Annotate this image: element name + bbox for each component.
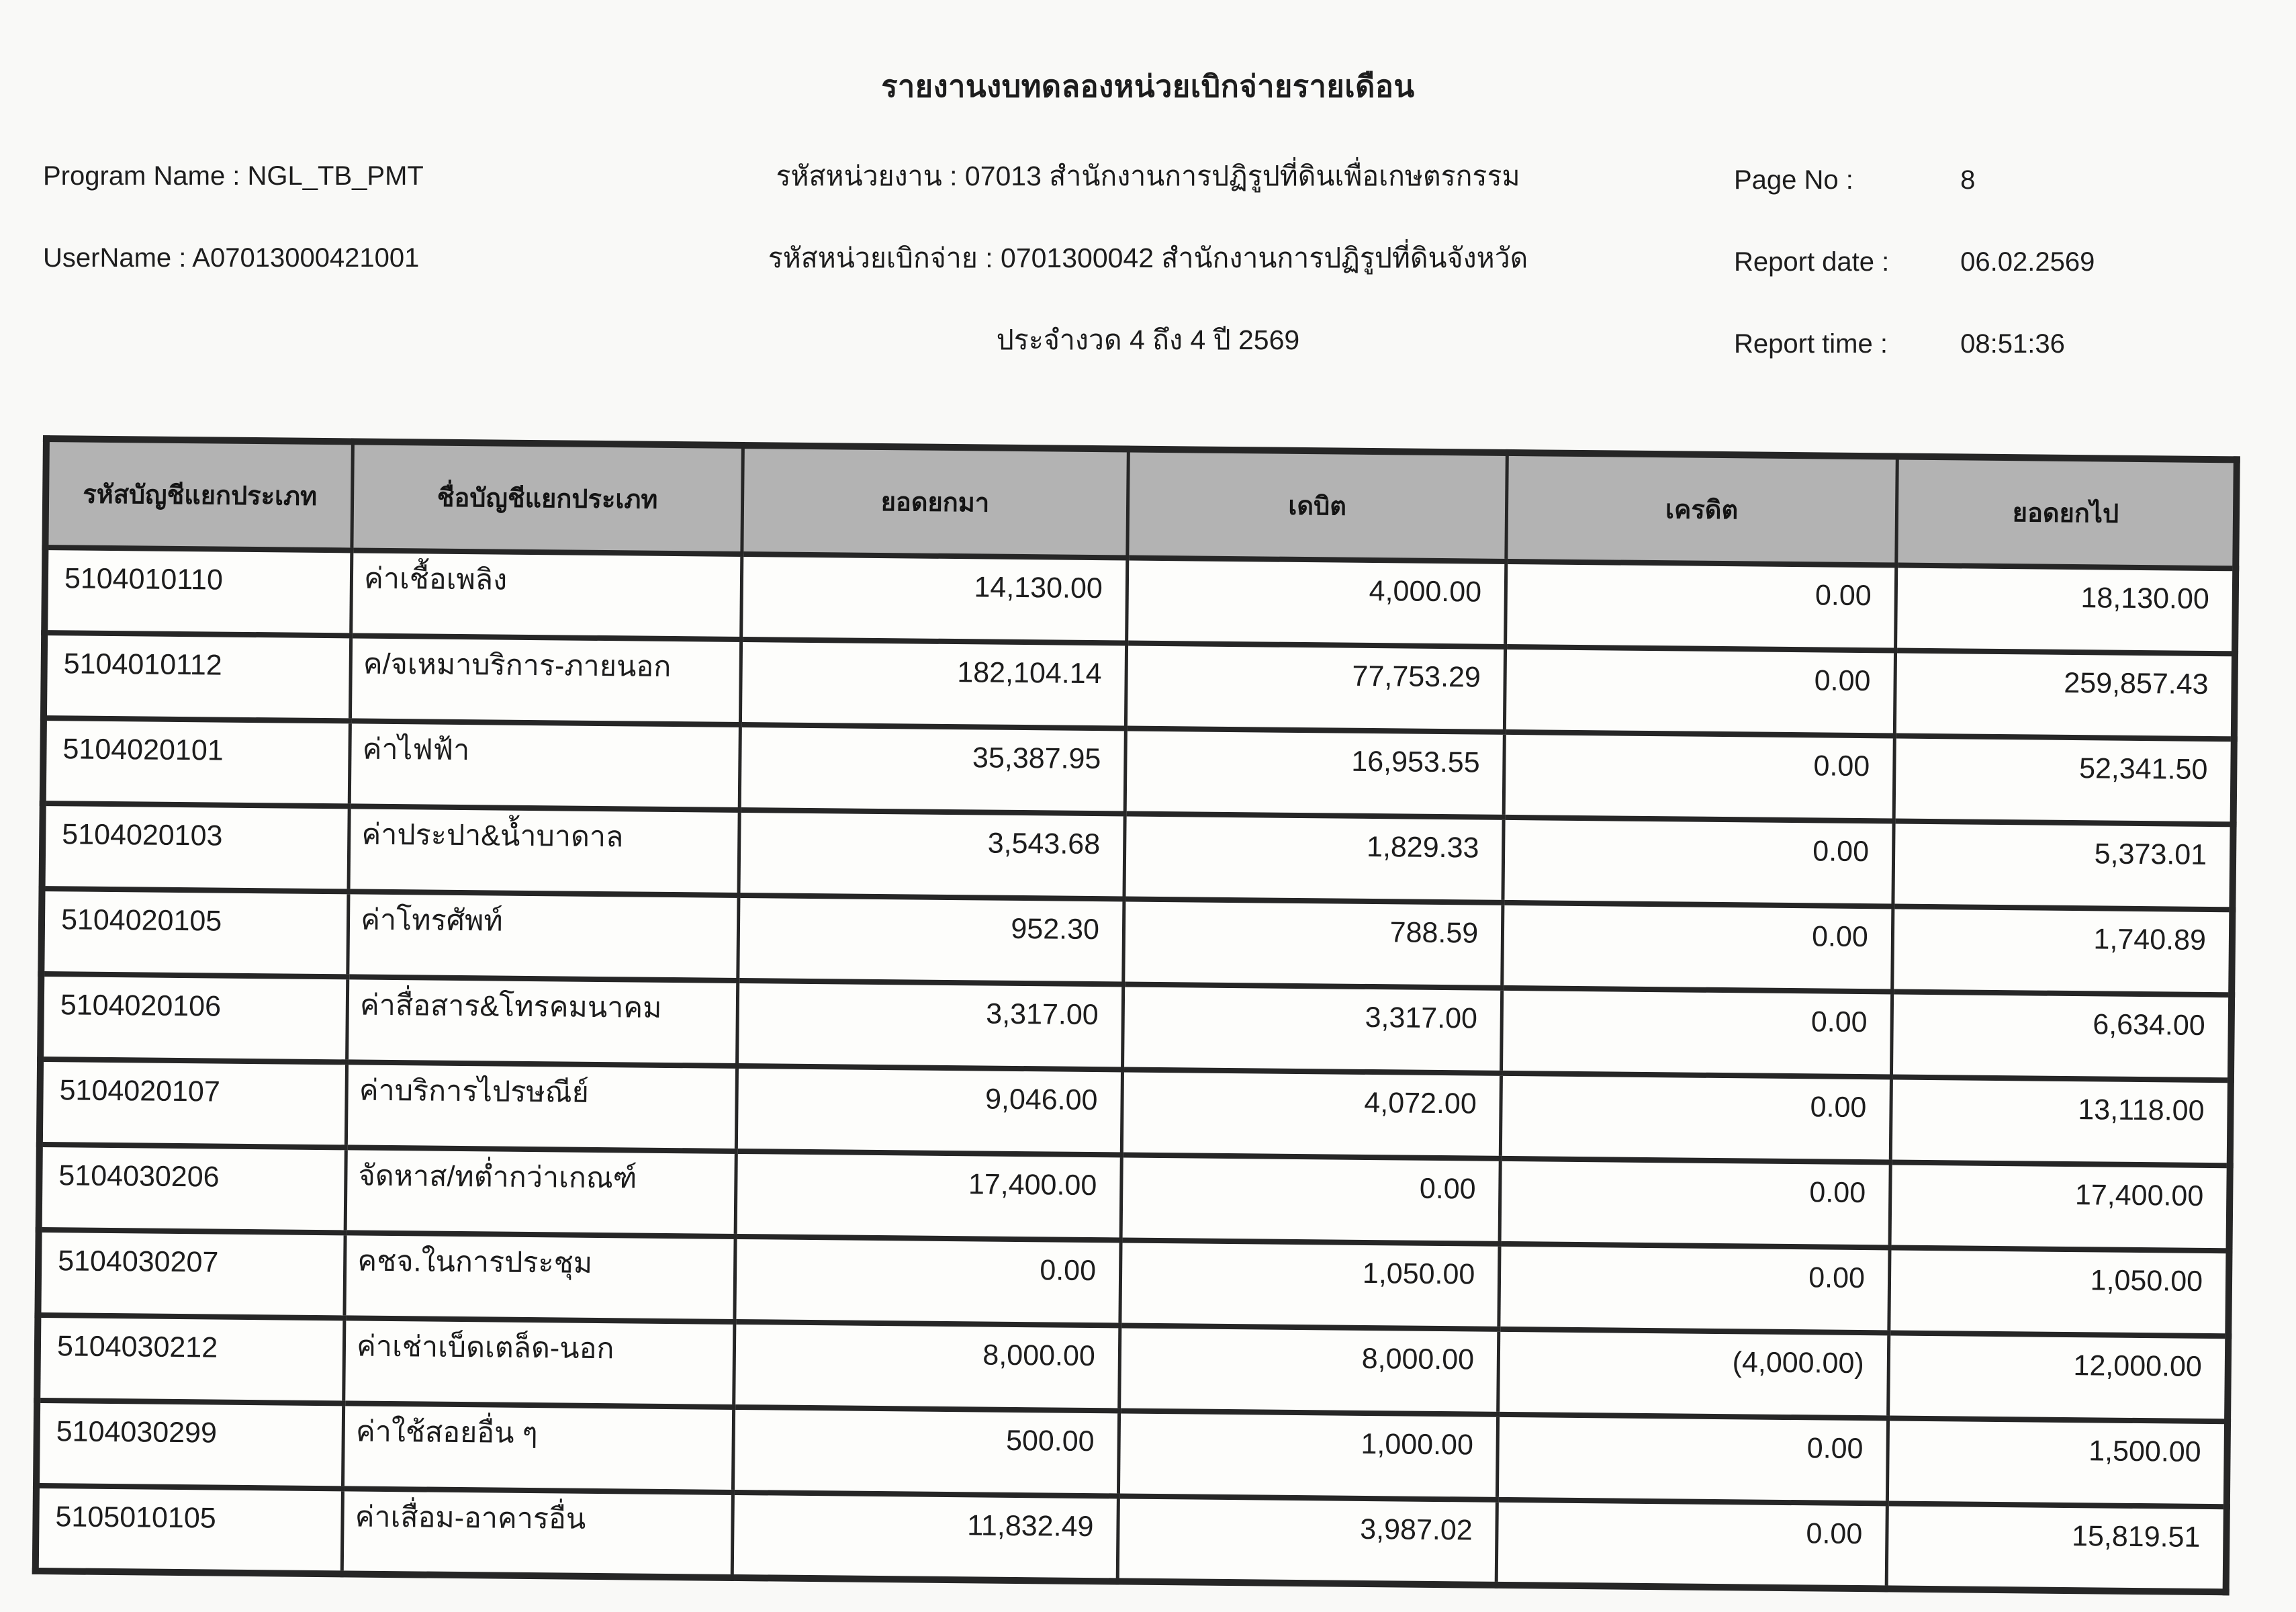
cell-credit: 0.00 — [1499, 1244, 1890, 1333]
cell-brought-forward: 35,387.95 — [739, 725, 1126, 814]
cell-brought-forward: 0.00 — [735, 1237, 1121, 1326]
disbursement-unit-line: รหัสหน่วยเบิกจ่าย : 0701300042 สำนักงานการปฏิรูปที่ดินจังหวัด — [768, 242, 1528, 273]
cell-code: 5104020101 — [43, 718, 351, 806]
cell-debit: 3,317.00 — [1122, 984, 1502, 1073]
cell-brought-forward: 500.00 — [733, 1407, 1119, 1496]
cell-carried-forward: 13,118.00 — [1890, 1077, 2231, 1165]
cell-carried-forward: 18,130.00 — [1895, 565, 2236, 654]
cell-carried-forward: 12,000.00 — [1888, 1333, 2228, 1421]
cell-code: 5104020105 — [41, 889, 349, 977]
cell-brought-forward: 11,832.49 — [732, 1492, 1118, 1582]
cell-name: ค/จเหมาบริการ-ภายนอก — [351, 635, 741, 725]
cell-credit: 0.00 — [1500, 1073, 1891, 1163]
cell-name: ค่าเช่าเบ็ดเตล็ด-นอก — [344, 1318, 735, 1407]
cell-credit: 0.00 — [1500, 1159, 1890, 1248]
report-date-value: 06.02.2569 — [1960, 247, 2095, 277]
table-body — [36, 547, 2236, 1592]
cell-brought-forward: 14,130.00 — [741, 554, 1127, 643]
report-time-label: Report time : — [1734, 329, 1888, 359]
column-header-credit: เครดิต — [1506, 453, 1897, 566]
trial-balance-table — [32, 435, 2240, 1595]
cell-brought-forward: 3,543.68 — [739, 810, 1125, 899]
cell-credit: 0.00 — [1503, 817, 1894, 907]
cell-credit: 0.00 — [1496, 1500, 1887, 1589]
cell-code: 5104010112 — [44, 633, 351, 721]
column-header-account-name: ชื่อบัญชีแยกประเภท — [352, 441, 743, 554]
cell-debit: 3,987.02 — [1117, 1496, 1498, 1584]
cell-debit: 4,000.00 — [1127, 558, 1507, 647]
cell-code: 5104030299 — [36, 1400, 344, 1488]
report-time-line — [1734, 329, 2065, 359]
cell-carried-forward: 15,819.51 — [1886, 1503, 2227, 1592]
cell-carried-forward: 6,634.00 — [1891, 991, 2232, 1080]
cell-name: จัดหาส/ทต่ำกว่าเกณฑ์ — [345, 1147, 736, 1237]
agency-code-line: รหัสหน่วยงาน : 07013 สำนักงานการปฏิรูปที่ดินเพื่อเกษตรกรรม — [776, 161, 1520, 191]
cell-code: 5104020103 — [42, 803, 350, 891]
column-header-carried-forward: ยอดยกไป — [1896, 457, 2237, 569]
cell-credit: 0.00 — [1504, 732, 1894, 821]
cell-code: 5105010105 — [36, 1486, 343, 1574]
column-header-brought-forward: ยอดยกมา — [742, 445, 1129, 558]
report-date-line — [1734, 247, 2095, 277]
cell-code: 5104010110 — [44, 547, 352, 635]
cell-debit: 4,072.00 — [1121, 1069, 1502, 1158]
cell-code: 5104030212 — [37, 1315, 345, 1403]
cell-name: ค่าบริการไปรษณีย์ — [347, 1062, 737, 1151]
table-header — [45, 439, 2236, 568]
cell-carried-forward: 1,740.89 — [1892, 906, 2233, 995]
cell-brought-forward: 182,104.14 — [740, 639, 1126, 729]
cell-credit: 0.00 — [1506, 562, 1896, 651]
header-row — [45, 439, 2236, 568]
cell-name: ค่าไฟฟ้า — [349, 721, 740, 810]
cell-carried-forward: 52,341.50 — [1894, 735, 2234, 824]
cell-brought-forward: 9,046.00 — [736, 1066, 1122, 1155]
cell-debit: 8,000.00 — [1119, 1325, 1500, 1414]
cell-name: ค่าสื่อสาร&โทรคมนาคม — [347, 977, 738, 1066]
cell-name: ค่าเสื่อม-อาคารอื่น — [342, 1488, 733, 1578]
cell-debit: 0.00 — [1121, 1155, 1501, 1243]
cell-credit: (4,000.00) — [1498, 1329, 1889, 1419]
cell-debit: 16,953.55 — [1125, 728, 1505, 817]
period-line: ประจำงวด 4 ถึง 4 ปี 2569 — [996, 324, 1300, 355]
cell-credit: 0.00 — [1498, 1415, 1888, 1504]
column-header-debit: เดบิต — [1128, 449, 1508, 562]
cell-code: 5104030206 — [39, 1145, 347, 1233]
cell-name: คชจ.ในการประชุม — [345, 1233, 735, 1322]
page-no-line — [1734, 165, 1975, 195]
cell-code: 5104030207 — [38, 1230, 345, 1318]
report-title: รายงานงบทดลองหน่วยเบิกจ่ายรายเดือน — [881, 69, 1415, 103]
cell-brought-forward: 8,000.00 — [733, 1322, 1119, 1411]
cell-brought-forward: 952.30 — [738, 895, 1124, 985]
cell-carried-forward: 5,373.01 — [1893, 821, 2234, 909]
cell-code: 5104020107 — [40, 1059, 347, 1147]
cell-name: ค่าโทรศัพท์ — [348, 891, 739, 981]
cell-credit: 0.00 — [1505, 647, 1896, 736]
cell-carried-forward: 1,050.00 — [1889, 1247, 2230, 1336]
cell-name: ค่าเชื้อเพลิง — [351, 550, 742, 639]
page-no-value: 8 — [1960, 165, 1976, 195]
cell-debit: 77,753.29 — [1126, 643, 1506, 732]
cell-name: ค่าใช้สอยอื่น ๆ — [343, 1403, 734, 1492]
cell-credit: 0.00 — [1502, 988, 1892, 1077]
cell-debit: 1,050.00 — [1120, 1240, 1500, 1329]
cell-carried-forward: 1,500.00 — [1887, 1418, 2228, 1507]
program-name-line: Program Name : NGL_TB_PMT — [43, 161, 424, 191]
page-no-label: Page No : — [1734, 165, 1853, 195]
cell-debit: 788.59 — [1123, 899, 1504, 987]
cell-brought-forward: 17,400.00 — [735, 1151, 1121, 1241]
cell-brought-forward: 3,317.00 — [737, 981, 1123, 1070]
cell-carried-forward: 17,400.00 — [1890, 1162, 2230, 1251]
username-line: UserName : A07013000421001 — [43, 243, 420, 273]
report-date-label: Report date : — [1734, 247, 1890, 277]
cell-debit: 1,829.33 — [1124, 813, 1504, 902]
cell-carried-forward: 259,857.43 — [1894, 650, 2235, 739]
report-time-value: 08:51:36 — [1960, 329, 2065, 359]
cell-credit: 0.00 — [1502, 903, 1893, 992]
cell-debit: 1,000.00 — [1118, 1410, 1498, 1499]
column-header-account-code: รหัสบัญชีแยกประเภท — [45, 439, 353, 550]
cell-code: 5104020106 — [40, 974, 348, 1062]
cell-name: ค่าประปา&น้ำบาดาล — [349, 806, 739, 895]
